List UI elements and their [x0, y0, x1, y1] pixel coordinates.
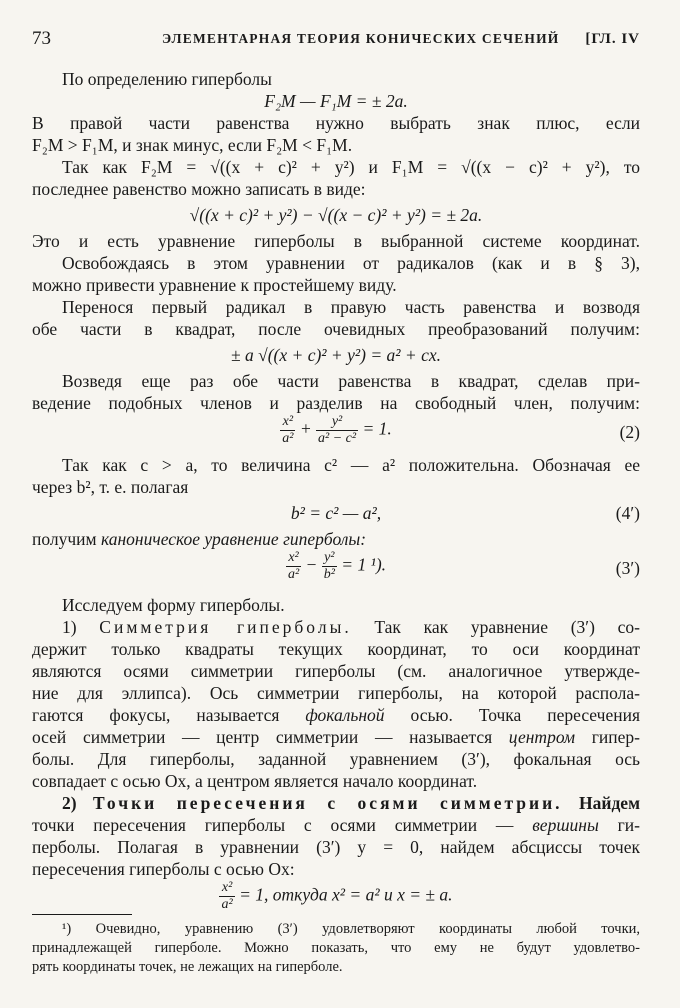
- chapter-marker: [ГЛ. IV: [585, 31, 640, 47]
- text-line: гаются фокусы, называется фокальной осью. Точка пересечения: [32, 705, 640, 725]
- text-line: последнее равенство можно записать в виде:: [32, 179, 366, 199]
- text-line: Освобождаясь в этом уравнении от радикалов (как и в § 3),: [62, 253, 640, 273]
- text-line: перболы. Полагая в уравнении (3′) y = 0, найдем абсциссы точек: [32, 837, 640, 857]
- equation: ± a √((x + c)² + y²) = a² + cx.: [231, 345, 441, 365]
- text-line: ние для эллипса). Ось симметрии гиперболы, на которой распола-: [32, 683, 640, 703]
- text-line: пересечения гиперболы с осью Ox:: [32, 859, 295, 879]
- footnote-line: принадлежащей гиперболе. Можно показать, что ему не будут удовлетво-: [32, 940, 640, 956]
- equation-vertices: $\frac{\text{x²}}{\text{a²}}$ = 1, откуда x² = a² и x = ± a.: [221, 880, 453, 912]
- text-line: осей симметрии — центр симметрии — называется центром гипер-: [32, 727, 640, 747]
- text-line: Перенося первый радикал в правую часть равенства и возводя: [62, 297, 640, 317]
- footnote-rule: [32, 914, 132, 915]
- text-line: Исследуем форму гиперболы.: [62, 595, 285, 615]
- text-line: По определению гиперболы: [62, 69, 272, 89]
- text-line: держит только квадраты текущих координат, то оси координат: [32, 639, 640, 659]
- footnote-line: ¹) Очевидно, уравнению (3′) удовлетворяют координаты любой точки,: [62, 921, 640, 937]
- text-line: точки пересечения гиперболы с осями симметрии — вершины ги-: [32, 815, 640, 835]
- footnote-line: рять координаты точек, не лежащих на гиперболе.: [32, 959, 343, 975]
- fraction: $\frac{\text{y²}}{\text{a² − c²}}$: [318, 414, 357, 446]
- equation-number: (3′): [615, 558, 640, 578]
- text-line: болы. Для гиперболы, заданной уравнением (3′), фокальная ось: [32, 749, 640, 769]
- equation-number: (4′): [615, 503, 640, 523]
- equation: √((x + c)² + y²) − √((x − c)² + y²) = ± 2a.: [189, 205, 483, 225]
- fraction: $\frac{\text{x²}}{\text{a²}}$: [221, 880, 233, 912]
- equation-4prime: b² = c² — a², (4′): [290, 503, 640, 523]
- text-line: Так как F₂M = √((x + c)² + y²) и F₁M = √((x − c)² + y²), то: [62, 157, 640, 177]
- main-text: [32, 68, 640, 920]
- running-title: ЭЛЕМЕНТАРНАЯ ТЕОРИЯ КОНИЧЕСКИХ СЕЧЕНИЙ: [162, 31, 560, 46]
- text-line: Возведя еще раз обе части равенства в квадрат, сделав при-: [62, 371, 640, 391]
- text-line: F₂M > F₁M, и знак минус, если F₂M < F₁M.: [32, 135, 353, 155]
- text-line: 1) Симметрия гиперболы. Так как уравнение (3′) со-: [62, 617, 640, 637]
- text-line: Так как c > a, то величина c² — a² положительна. Обозначая ее: [62, 455, 640, 475]
- text-line: получим каноническое уравнение гиперболы:: [32, 529, 367, 549]
- text-line: совпадает с осью Ox, а центром является начало координат.: [32, 771, 478, 791]
- running-header: [32, 28, 640, 54]
- text-line: являются осями симметрии гиперболы (см. аналогичное утвержде-: [32, 661, 640, 681]
- text-line: через b², т. е. полагая: [32, 477, 189, 497]
- text-line: ведение подобных членов и разделив на свободный член, получим:: [32, 393, 640, 413]
- fraction: $\frac{\text{x²}}{\text{a²}}$: [287, 550, 300, 582]
- fraction: $\frac{\text{y²}}{\text{b²}}$: [323, 550, 335, 582]
- text-line: Это и есть уравнение гиперболы в выбранной системе координат.: [32, 231, 640, 251]
- text-line: можно привести уравнение к простейшему виду.: [32, 275, 397, 295]
- footnote: [32, 920, 640, 977]
- text-line: 2) Точки пересечения с осями симметрии. Найдем: [62, 793, 640, 813]
- text-line: В правой части равенства нужно выбрать знак плюс, если: [32, 113, 640, 133]
- equation-2: $\frac{\text{x²}}{\text{a²}}$ + $\frac{\text{y²}}{\text{a² − c²}}$ = 1. (2): [282, 414, 640, 446]
- equation-3prime: $\frac{\text{x²}}{\text{a²}}$ − $\frac{\text{y²}}{\text{b²}}$ = 1 ¹). (3′): [287, 550, 640, 582]
- fraction: $\frac{\text{x²}}{\text{a²}}$: [282, 414, 294, 446]
- text-line: обе части в квадрат, после очевидных преобразований получим:: [32, 319, 640, 339]
- equation-number: (2): [619, 422, 640, 442]
- page-number: 73: [32, 28, 51, 49]
- equation: F₂M — F₁M = ± 2a.: [264, 91, 408, 111]
